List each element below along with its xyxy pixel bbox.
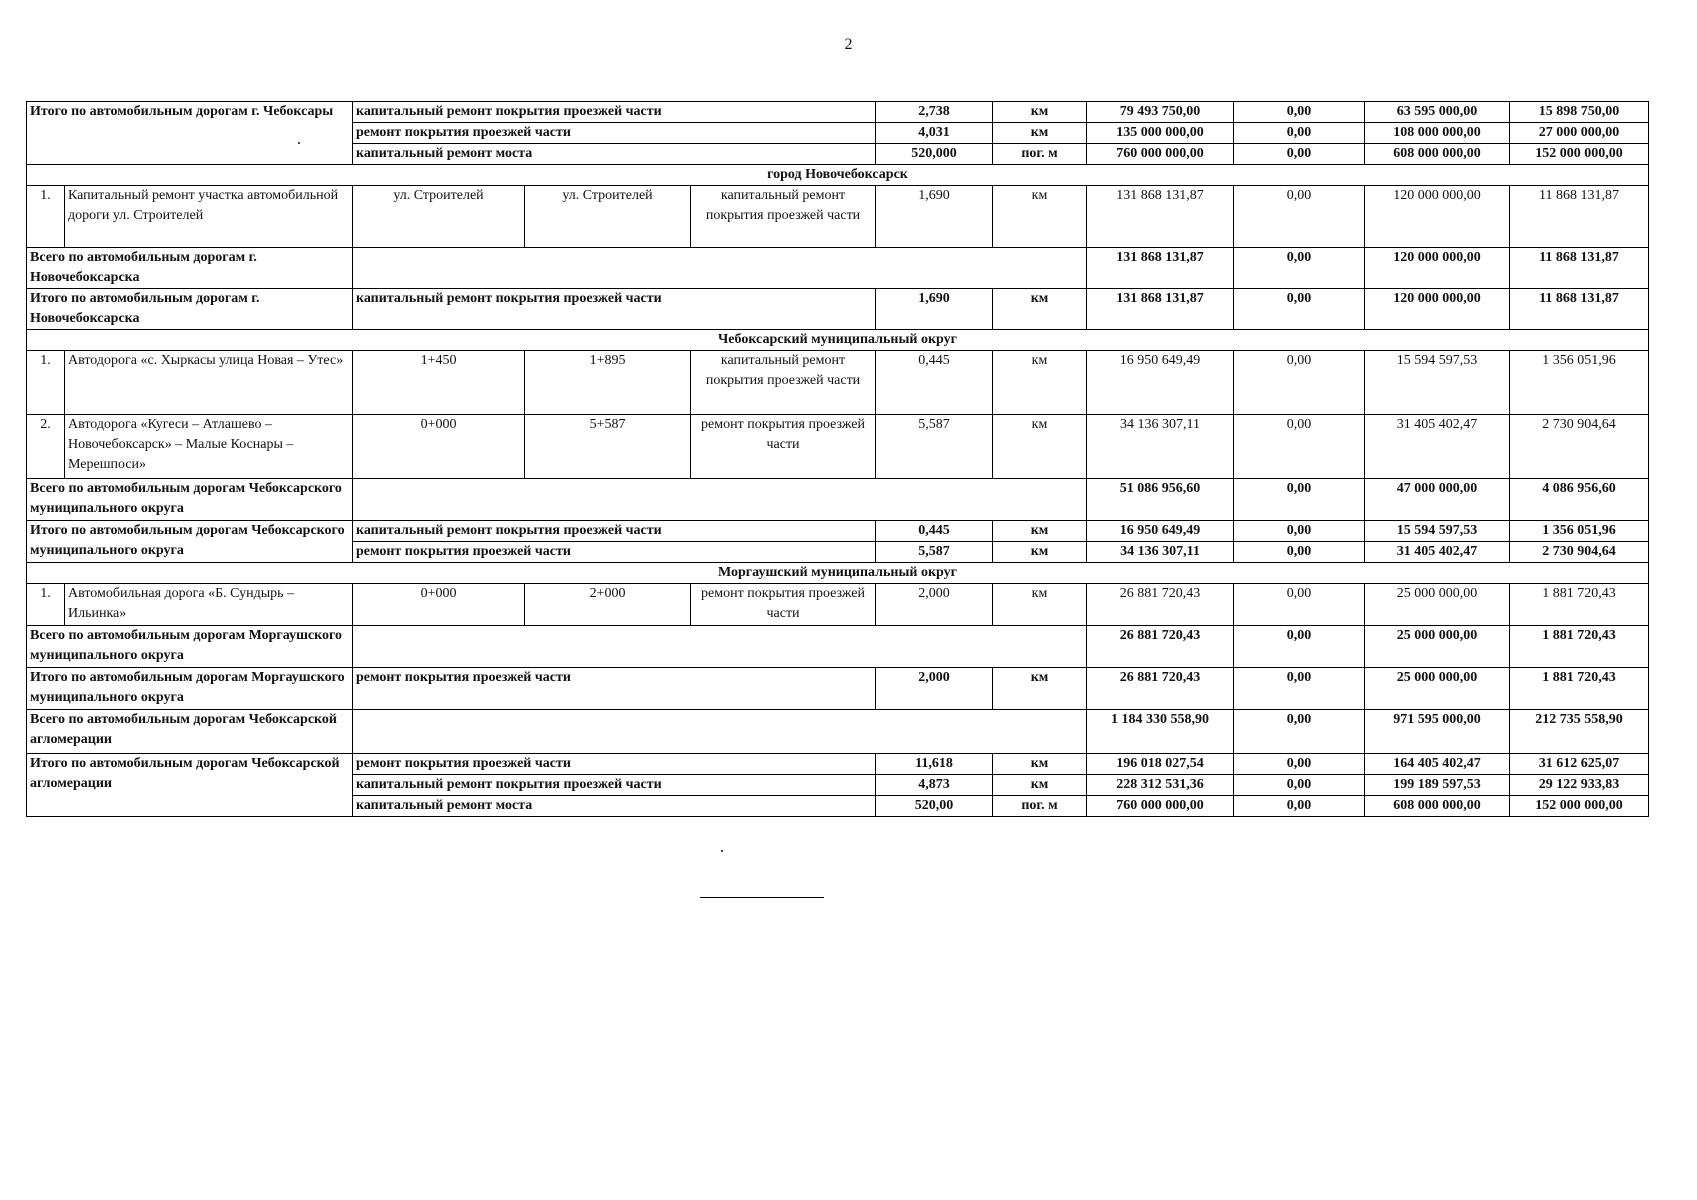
empty-cell bbox=[353, 710, 1087, 754]
amount-cell: 164 405 402,47 bbox=[1365, 754, 1510, 775]
page-number: 2 bbox=[844, 36, 853, 53]
total-cell: 51 086 956,60 bbox=[1087, 479, 1234, 521]
total-label: Всего по автомобильным дорогам Моргаушского муниципального округа bbox=[27, 626, 353, 668]
item-number: 1. bbox=[27, 351, 65, 415]
summary-label: Итого по автомобильным дорогам г. Новочебоксарска bbox=[27, 289, 353, 330]
amount-cell: 11 868 131,87 bbox=[1510, 289, 1649, 330]
item-number: 2. bbox=[27, 415, 65, 479]
total-cell: 26 881 720,43 bbox=[1087, 584, 1234, 626]
road-name: Автодорога «Кугеси – Атлашево – Новочебоксарск» – Малые Коснары – Мерешпоси» bbox=[65, 415, 353, 479]
segment-start: 0+000 bbox=[353, 415, 525, 479]
length-cell: 2,000 bbox=[876, 584, 993, 626]
total-cell: 79 493 750,00 bbox=[1087, 102, 1234, 123]
amount-cell: 25 000 000,00 bbox=[1365, 668, 1510, 710]
amount-cell: 31 405 402,47 bbox=[1365, 542, 1510, 563]
amount-cell: 1 356 051,96 bbox=[1510, 521, 1649, 542]
table-row bbox=[27, 351, 1649, 415]
amount-cell: 29 122 933,83 bbox=[1510, 775, 1649, 796]
total-cell: 16 950 649,49 bbox=[1087, 351, 1234, 415]
table-row bbox=[27, 248, 1649, 289]
total-cell: 196 018 027,54 bbox=[1087, 754, 1234, 775]
length-cell: 4,031 bbox=[876, 123, 993, 144]
work-type: капитальный ремонт моста bbox=[353, 144, 876, 165]
work-type: ремонт покрытия проезжей части bbox=[353, 542, 876, 563]
amount-cell: 152 000 000,00 bbox=[1510, 796, 1649, 817]
unit-cell: пог. м bbox=[993, 796, 1087, 817]
segment-end: 5+587 bbox=[525, 415, 691, 479]
table-row bbox=[27, 584, 1649, 626]
amount-cell: 0,00 bbox=[1234, 542, 1365, 563]
amount-cell: 120 000 000,00 bbox=[1365, 186, 1510, 248]
total-cell: 228 312 531,36 bbox=[1087, 775, 1234, 796]
work-type: капитальный ремонт покрытия проезжей части bbox=[353, 289, 876, 330]
work-type: капитальный ремонт покрытия проезжей части bbox=[353, 775, 876, 796]
amount-cell: 971 595 000,00 bbox=[1365, 710, 1510, 754]
unit-cell: км bbox=[993, 186, 1087, 248]
amount-cell: 0,00 bbox=[1234, 123, 1365, 144]
total-cell: 131 868 131,87 bbox=[1087, 186, 1234, 248]
unit-cell: км bbox=[993, 521, 1087, 542]
roads-funding-table bbox=[26, 101, 1649, 817]
length-cell: 520,000 bbox=[876, 144, 993, 165]
segment-end: ул. Строителей bbox=[525, 186, 691, 248]
work-type: ремонт покрытия проезжей части bbox=[691, 415, 876, 479]
amount-cell: 15 594 597,53 bbox=[1365, 351, 1510, 415]
work-type: капитальный ремонт покрытия проезжей части bbox=[691, 186, 876, 248]
amount-cell: 0,00 bbox=[1234, 754, 1365, 775]
work-type: ремонт покрытия проезжей части bbox=[353, 123, 876, 144]
amount-cell: 11 868 131,87 bbox=[1510, 248, 1649, 289]
amount-cell: 15 594 597,53 bbox=[1365, 521, 1510, 542]
total-cell: 16 950 649,49 bbox=[1087, 521, 1234, 542]
section-header-row bbox=[27, 563, 1649, 584]
segment-start: 0+000 bbox=[353, 584, 525, 626]
amount-cell: 0,00 bbox=[1234, 289, 1365, 330]
amount-cell: 11 868 131,87 bbox=[1510, 186, 1649, 248]
length-cell: 4,873 bbox=[876, 775, 993, 796]
total-cell: 760 000 000,00 bbox=[1087, 144, 1234, 165]
amount-cell: 120 000 000,00 bbox=[1365, 289, 1510, 330]
amount-cell: 1 881 720,43 bbox=[1510, 584, 1649, 626]
section-title: город Новочебоксарск bbox=[27, 165, 1649, 186]
amount-cell: 2 730 904,64 bbox=[1510, 542, 1649, 563]
total-label: Всего по автомобильным дорогам г. Новочебоксарска bbox=[27, 248, 353, 289]
empty-cell bbox=[353, 248, 1087, 289]
amount-cell: 0,00 bbox=[1234, 584, 1365, 626]
amount-cell: 0,00 bbox=[1234, 248, 1365, 289]
amount-cell: 1 881 720,43 bbox=[1510, 626, 1649, 668]
table-row bbox=[27, 710, 1649, 754]
amount-cell: 27 000 000,00 bbox=[1510, 123, 1649, 144]
total-cell: 131 868 131,87 bbox=[1087, 289, 1234, 330]
table-row bbox=[27, 415, 1649, 479]
work-type: капитальный ремонт покрытия проезжей части bbox=[691, 351, 876, 415]
amount-cell: 15 898 750,00 bbox=[1510, 102, 1649, 123]
amount-cell: 608 000 000,00 bbox=[1365, 796, 1510, 817]
scan-speck bbox=[298, 142, 300, 144]
amount-cell: 63 595 000,00 bbox=[1365, 102, 1510, 123]
amount-cell: 108 000 000,00 bbox=[1365, 123, 1510, 144]
length-cell: 520,00 bbox=[876, 796, 993, 817]
unit-cell: км bbox=[993, 668, 1087, 710]
length-cell: 2,000 bbox=[876, 668, 993, 710]
amount-cell: 0,00 bbox=[1234, 626, 1365, 668]
length-cell: 5,587 bbox=[876, 415, 993, 479]
unit-cell: км bbox=[993, 415, 1087, 479]
segment-end: 1+895 bbox=[525, 351, 691, 415]
amount-cell: 31 405 402,47 bbox=[1365, 415, 1510, 479]
unit-cell: км bbox=[993, 542, 1087, 563]
work-type: ремонт покрытия проезжей части bbox=[353, 668, 876, 710]
segment-start: ул. Строителей bbox=[353, 186, 525, 248]
table-row bbox=[27, 521, 1649, 542]
amount-cell: 0,00 bbox=[1234, 479, 1365, 521]
segment-end: 2+000 bbox=[525, 584, 691, 626]
amount-cell: 608 000 000,00 bbox=[1365, 144, 1510, 165]
segment-start: 1+450 bbox=[353, 351, 525, 415]
work-type: ремонт покрытия проезжей части bbox=[691, 584, 876, 626]
amount-cell: 2 730 904,64 bbox=[1510, 415, 1649, 479]
amount-cell: 0,00 bbox=[1234, 415, 1365, 479]
road-name: Автомобильная дорога «Б. Сундырь – Ильинка» bbox=[65, 584, 353, 626]
total-cell: 135 000 000,00 bbox=[1087, 123, 1234, 144]
total-cell: 760 000 000,00 bbox=[1087, 796, 1234, 817]
total-label: Всего по автомобильным дорогам Чебоксарского муниципального округа bbox=[27, 479, 353, 521]
amount-cell: 0,00 bbox=[1234, 521, 1365, 542]
total-cell: 131 868 131,87 bbox=[1087, 248, 1234, 289]
table-row bbox=[27, 626, 1649, 668]
length-cell: 1,690 bbox=[876, 186, 993, 248]
unit-cell: км bbox=[993, 289, 1087, 330]
amount-cell: 4 086 956,60 bbox=[1510, 479, 1649, 521]
amount-cell: 25 000 000,00 bbox=[1365, 626, 1510, 668]
length-cell: 11,618 bbox=[876, 754, 993, 775]
section-header-row bbox=[27, 165, 1649, 186]
empty-cell bbox=[353, 479, 1087, 521]
scan-speck bbox=[721, 850, 723, 852]
summary-label: Итого по автомобильным дорогам Моргаушского муниципального округа bbox=[27, 668, 353, 710]
amount-cell: 120 000 000,00 bbox=[1365, 248, 1510, 289]
table-row bbox=[27, 186, 1649, 248]
empty-cell bbox=[353, 626, 1087, 668]
unit-cell: км bbox=[993, 351, 1087, 415]
amount-cell: 0,00 bbox=[1234, 710, 1365, 754]
road-name: Автодорога «с. Хыркасы улица Новая – Утес» bbox=[65, 351, 353, 415]
unit-cell: км bbox=[993, 102, 1087, 123]
unit-cell: км bbox=[993, 123, 1087, 144]
amount-cell: 0,00 bbox=[1234, 186, 1365, 248]
total-label: Всего по автомобильным дорогам Чебоксарской агломерации bbox=[27, 710, 353, 754]
unit-cell: км bbox=[993, 754, 1087, 775]
section-header-row bbox=[27, 330, 1649, 351]
work-type: капитальный ремонт покрытия проезжей части bbox=[353, 102, 876, 123]
summary-label: Итого по автомобильным дорогам Чебоксарской агломерации bbox=[27, 754, 353, 817]
amount-cell: 0,00 bbox=[1234, 775, 1365, 796]
amount-cell: 31 612 625,07 bbox=[1510, 754, 1649, 775]
item-number: 1. bbox=[27, 186, 65, 248]
total-cell: 34 136 307,11 bbox=[1087, 542, 1234, 563]
unit-cell: км bbox=[993, 584, 1087, 626]
road-name: Капитальный ремонт участка автомобильной дороги ул. Строителей bbox=[65, 186, 353, 248]
total-cell: 1 184 330 558,90 bbox=[1087, 710, 1234, 754]
amount-cell: 47 000 000,00 bbox=[1365, 479, 1510, 521]
section-title: Чебоксарский муниципальный округ bbox=[27, 330, 1649, 351]
section-title: Моргаушский муниципальный округ bbox=[27, 563, 1649, 584]
amount-cell: 0,00 bbox=[1234, 796, 1365, 817]
amount-cell: 0,00 bbox=[1234, 351, 1365, 415]
work-type: капитальный ремонт моста bbox=[353, 796, 876, 817]
total-cell: 26 881 720,43 bbox=[1087, 668, 1234, 710]
amount-cell: 0,00 bbox=[1234, 668, 1365, 710]
amount-cell: 0,00 bbox=[1234, 144, 1365, 165]
table-row bbox=[27, 289, 1649, 330]
amount-cell: 212 735 558,90 bbox=[1510, 710, 1649, 754]
table-row bbox=[27, 479, 1649, 521]
length-cell: 1,690 bbox=[876, 289, 993, 330]
amount-cell: 25 000 000,00 bbox=[1365, 584, 1510, 626]
length-cell: 2,738 bbox=[876, 102, 993, 123]
amount-cell: 199 189 597,53 bbox=[1365, 775, 1510, 796]
total-cell: 26 881 720,43 bbox=[1087, 626, 1234, 668]
item-number: 1. bbox=[27, 584, 65, 626]
total-cell: 34 136 307,11 bbox=[1087, 415, 1234, 479]
length-cell: 5,587 bbox=[876, 542, 993, 563]
table-row bbox=[27, 754, 1649, 775]
amount-cell: 152 000 000,00 bbox=[1510, 144, 1649, 165]
length-cell: 0,445 bbox=[876, 521, 993, 542]
amount-cell: 1 356 051,96 bbox=[1510, 351, 1649, 415]
table-row bbox=[27, 668, 1649, 710]
amount-cell: 1 881 720,43 bbox=[1510, 668, 1649, 710]
work-type: капитальный ремонт покрытия проезжей части bbox=[353, 521, 876, 542]
length-cell: 0,445 bbox=[876, 351, 993, 415]
unit-cell: км bbox=[993, 775, 1087, 796]
summary-label: Итого по автомобильным дорогам г. Чебоксары bbox=[27, 102, 353, 165]
work-type: ремонт покрытия проезжей части bbox=[353, 754, 876, 775]
summary-label: Итого по автомобильным дорогам Чебоксарского муниципального округа bbox=[27, 521, 353, 563]
table-row bbox=[27, 102, 1649, 123]
unit-cell: пог. м bbox=[993, 144, 1087, 165]
amount-cell: 0,00 bbox=[1234, 102, 1365, 123]
end-separator-line bbox=[700, 897, 824, 898]
